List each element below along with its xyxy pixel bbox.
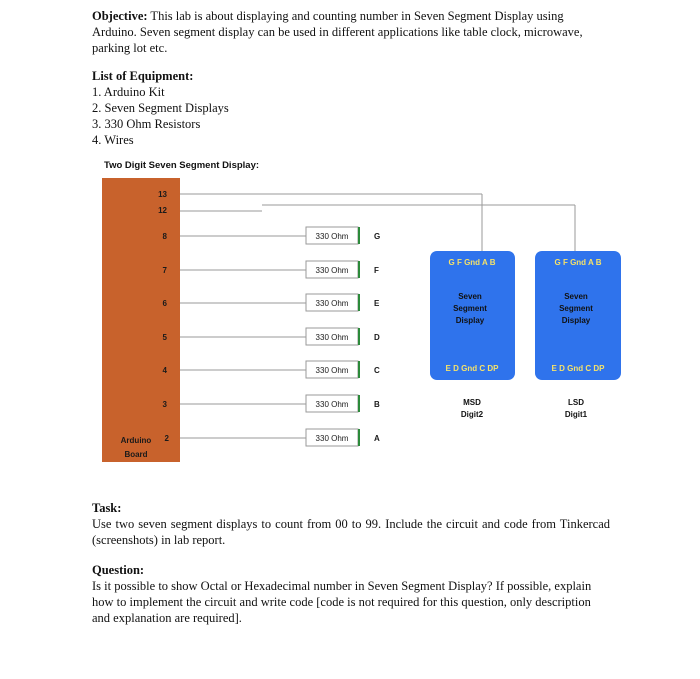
pin-label-4: 4	[162, 366, 167, 375]
equipment-item-3: 3. 330 Ohm Resistors	[92, 117, 201, 131]
seven-segment-display-lsd	[535, 251, 621, 380]
resistor-label: 330 Ohm	[315, 366, 349, 375]
pin-label-8: 8	[162, 232, 167, 241]
resistor-g	[306, 227, 360, 244]
pin-label-7: 7	[162, 266, 167, 275]
segment-letter-b: B	[374, 400, 380, 409]
msd-name-line1: Seven	[458, 292, 482, 301]
lsd-name-line3: Display	[561, 316, 591, 325]
msd-caption-line1: MSD	[463, 398, 481, 407]
arduino-board	[102, 178, 180, 462]
task-heading: Task:	[92, 501, 122, 515]
question-section	[92, 562, 610, 626]
lsd-caption-line1: LSD	[568, 398, 584, 407]
pin-label-6: 6	[162, 299, 167, 308]
resistor-b	[306, 395, 360, 412]
pin-label-13: 13	[158, 190, 167, 199]
board-label-line2: Board	[124, 450, 148, 459]
question-heading: Question:	[92, 563, 145, 577]
msd-name-line3: Display	[455, 316, 485, 325]
segment-letter-g: G	[374, 232, 381, 241]
lsd-name-line2: Segment	[559, 304, 593, 313]
resistor-label: 330 Ohm	[315, 333, 349, 342]
resistor-label: 330 Ohm	[315, 400, 349, 409]
objective-text: This lab is about displaying and counting number in Seven Segment Display using Arduino. Seven segment display can be used in different applications like table clock, microwave, parking lot etc.	[92, 9, 583, 55]
seven-segment-display-msd	[430, 251, 515, 380]
pin-label-12: 12	[158, 206, 167, 215]
task-text: Use two seven segment displays to count from 00 to 99. Include the circuit and code from Tinkercad (screenshots) in lab report.	[92, 517, 610, 547]
segment-letter-a: A	[374, 434, 380, 443]
lsd-name-line1: Seven	[564, 292, 588, 301]
diagram-title: Two Digit Seven Segment Display:	[104, 160, 260, 171]
resistor-a	[306, 429, 360, 446]
resistor-label: 330 Ohm	[315, 434, 349, 443]
question-text: Is it possible to show Octal or Hexadecimal number in Seven Segment Display? If possible, explain how to implement the circuit and write code [code is not required for this question, only description and explanation are required].	[92, 579, 592, 625]
segment-letters	[374, 232, 380, 443]
msd-name-line2: Segment	[453, 304, 487, 313]
pin-label-2: 2	[164, 434, 169, 443]
resistor-label: 330 Ohm	[315, 232, 349, 241]
objective-label: Objective:	[92, 9, 148, 23]
resistor-d	[306, 328, 360, 345]
segment-letter-c: C	[374, 366, 380, 375]
resistor-f	[306, 261, 360, 278]
msd-bottom-pins: E D Gnd C DP	[445, 364, 499, 373]
equipment-item-4: 4. Wires	[92, 133, 134, 147]
pin-label-5: 5	[162, 333, 167, 342]
equipment-item-1: 1. Arduino Kit	[92, 85, 165, 99]
resistor-c	[306, 361, 360, 378]
msd-top-pins: G F Gnd A B	[448, 258, 496, 267]
board-label-line1: Arduino	[120, 436, 152, 445]
segment-letter-f: F	[374, 266, 379, 275]
lsd-caption-line2: Digit1	[564, 410, 588, 419]
pin-label-3: 3	[162, 400, 167, 409]
msd-caption-line2: Digit2	[460, 410, 484, 419]
resistor-label: 330 Ohm	[315, 299, 349, 308]
task-section	[92, 500, 610, 548]
lsd-bottom-pins: E D Gnd C DP	[551, 364, 605, 373]
segment-letter-d: D	[374, 333, 380, 342]
resistors	[306, 227, 360, 446]
resistor-label: 330 Ohm	[315, 266, 349, 275]
segment-letter-e: E	[374, 299, 380, 308]
lsd-top-pins: G F Gnd A B	[554, 258, 602, 267]
equipment-heading: List of Equipment:	[92, 69, 194, 83]
resistor-e	[306, 294, 360, 311]
equipment-item-2: 2. Seven Segment Displays	[92, 101, 229, 115]
